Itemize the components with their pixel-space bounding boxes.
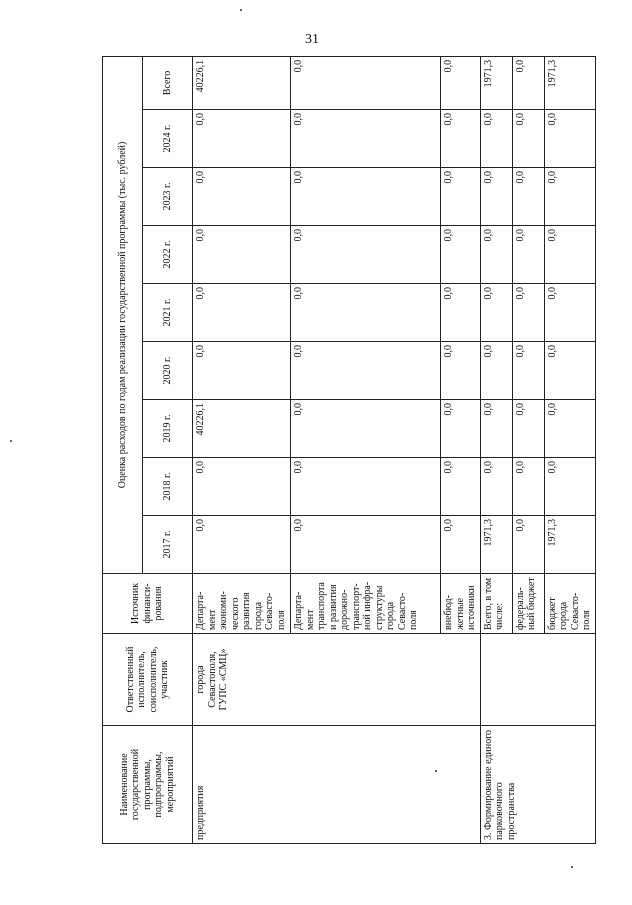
cell-value: 0,0 [544,284,595,342]
cell-value: 0,0 [512,168,544,226]
cell-value: 0,0 [544,226,595,284]
cell-responsible: города Севастополя, ГУПС «СМЦ» [193,634,481,726]
cell-value: 0,0 [441,284,481,342]
cell-source: Всего, в том числе: [480,574,512,634]
cell-value: 0,0 [193,110,291,168]
cell-name: 3. Формирование единого парковочного пространства [480,726,595,844]
cell-value: 0,0 [544,168,595,226]
header-name: Наименование государственной программы, подпрограммы, мероприятий [103,726,193,844]
header-year: 2017 г. [143,516,193,574]
cell-value: 1971,3 [544,516,595,574]
header-responsible: Ответственный исполнитель, соисполнитель, участник [103,634,193,726]
header-year: 2018 г. [143,458,193,516]
cell-value: 0,0 [193,342,291,400]
cell-value: 0,0 [544,342,595,400]
cell-value: 0,0 [512,56,544,109]
cell-value: 0,0 [193,168,291,226]
header-year: 2024 г. [143,110,193,168]
cell-value: 0,0 [544,110,595,168]
cell-value: 0,0 [441,458,481,516]
cell-value: 0,0 [441,226,481,284]
cell-source: Департа-мент транспорта и развития дорожно-транспорт-ной инфра-структуры города Севасто-поля [291,574,441,634]
cell-value: 1971,3 [544,56,595,109]
cell-value: 0,0 [544,400,595,458]
cell-value: 0,0 [441,168,481,226]
header-year: 2022 г. [143,226,193,284]
scan-speck [240,9,242,11]
cell-value: 0,0 [441,56,481,109]
header-estimate: Оценка расходов по годам реализации государственной программы (тыс. рублей) [103,56,143,573]
cell-name: предприятия [193,726,481,844]
cell-value: 1971,3 [480,56,512,109]
cell-value: 0,0 [512,342,544,400]
cell-value: 0,0 [512,110,544,168]
cell-value: 0,0 [480,400,512,458]
cell-source: бюджет города Севасто-поля [544,574,595,634]
budget-table [102,56,596,844]
cell-value: 0,0 [512,284,544,342]
cell-value: 1971,3 [480,516,512,574]
header-source: Источник финанси-рования [103,574,193,634]
scan-speck [571,866,573,868]
cell-source: федераль-ный бюджет [512,574,544,634]
cell-responsible [480,634,595,726]
cell-value: 0,0 [441,342,481,400]
table-row [193,56,291,843]
cell-value: 0,0 [193,516,291,574]
header-year: 2023 г. [143,168,193,226]
cell-source: Департа-мент экономи-ческого развития города Севасто-поля [193,574,291,634]
cell-value: 0,0 [193,226,291,284]
cell-value: 0,0 [291,168,441,226]
cell-value: 0,0 [441,400,481,458]
cell-value: 0,0 [480,110,512,168]
cell-value: 0,0 [291,342,441,400]
cell-value: 0,0 [512,458,544,516]
cell-value: 0,0 [193,458,291,516]
cell-value: 0,0 [480,284,512,342]
cell-value: 0,0 [480,458,512,516]
cell-value: 0,0 [480,168,512,226]
cell-value: 0,0 [291,284,441,342]
cell-value: 0,0 [512,516,544,574]
cell-value: 0,0 [480,342,512,400]
scan-speck [10,440,12,442]
cell-value: 0,0 [291,226,441,284]
cell-value: 0,0 [441,516,481,574]
cell-value: 0,0 [441,110,481,168]
header-year: 2020 г. [143,342,193,400]
cell-value: 0,0 [291,400,441,458]
cell-value: 0,0 [544,458,595,516]
cell-value: 0,0 [512,400,544,458]
cell-value: 0,0 [291,516,441,574]
cell-value: 0,0 [291,110,441,168]
cell-value: 0,0 [193,284,291,342]
cell-value: 0,0 [291,458,441,516]
budget-table-page [102,59,592,844]
cell-value: 0,0 [480,226,512,284]
header-year: 2021 г. [143,284,193,342]
header-year: 2019 г. [143,400,193,458]
table-row [480,56,512,843]
cell-value: 40226,1 [193,56,291,109]
page-number: 31 [305,32,319,47]
cell-value: 0,0 [512,226,544,284]
cell-value: 0,0 [291,56,441,109]
header-total: Всего [143,56,193,109]
cell-source: внебюд-жетные источники [441,574,481,634]
cell-value: 40226,1 [193,400,291,458]
